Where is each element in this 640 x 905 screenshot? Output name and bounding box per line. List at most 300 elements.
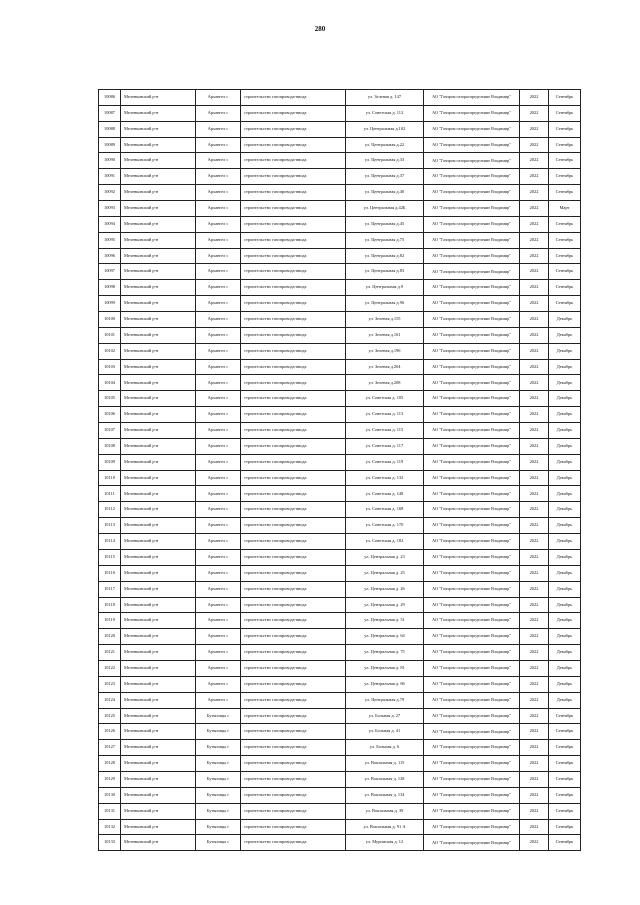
district-cell: Меленковский р-н bbox=[121, 803, 196, 819]
month-cell: Сентябрь bbox=[549, 835, 581, 851]
year-cell: 2022 bbox=[520, 756, 549, 772]
month-cell: Декабрь bbox=[549, 581, 581, 597]
address-cell: ул. Центральная д.102 bbox=[346, 121, 424, 137]
address-cell: ул. Больная д. 6 bbox=[346, 740, 424, 756]
work-type-cell: строительство газопровода-ввода bbox=[241, 343, 346, 359]
table-row bbox=[99, 819, 581, 835]
month-cell: Сентябрь bbox=[549, 296, 581, 312]
row-number: 10121 bbox=[99, 645, 121, 661]
table-row bbox=[99, 581, 581, 597]
district-cell: Меленковский р-н bbox=[121, 216, 196, 232]
district-cell: Меленковский р-н bbox=[121, 169, 196, 185]
address-cell: ул. Центральная д.40 bbox=[346, 185, 424, 201]
address-cell: ул. Советская д. 168 bbox=[346, 502, 424, 518]
work-type-cell: строительство газопровода-ввода bbox=[241, 280, 346, 296]
district-cell: Меленковский р-н bbox=[121, 518, 196, 534]
table-row bbox=[99, 327, 581, 343]
village-cell: Бутылицы с bbox=[196, 771, 241, 787]
year-cell: 2022 bbox=[520, 518, 549, 534]
row-number: 10092 bbox=[99, 185, 121, 201]
village-cell: Архангел с bbox=[196, 312, 241, 328]
month-cell: Сентябрь bbox=[549, 90, 581, 106]
month-cell: Декабрь bbox=[549, 327, 581, 343]
village-cell: Архангел с bbox=[196, 327, 241, 343]
row-number: 10091 bbox=[99, 169, 121, 185]
table-row bbox=[99, 708, 581, 724]
organization-cell: АО "Газпром газораспределение Владимир" bbox=[424, 518, 520, 534]
address-cell: ул. Больная д. 41 bbox=[346, 724, 424, 740]
row-number: 10116 bbox=[99, 565, 121, 581]
table-row bbox=[99, 692, 581, 708]
month-cell: Декабрь bbox=[549, 502, 581, 518]
address-cell: ул. Вокзальная д. 39 bbox=[346, 803, 424, 819]
table-row bbox=[99, 216, 581, 232]
month-cell: Декабрь bbox=[549, 597, 581, 613]
row-number: 10129 bbox=[99, 771, 121, 787]
year-cell: 2022 bbox=[520, 740, 549, 756]
month-cell: Декабрь bbox=[549, 312, 581, 328]
village-cell: Бутылицы с bbox=[196, 708, 241, 724]
table-row bbox=[99, 105, 581, 121]
work-type-cell: строительство газопровода-ввода bbox=[241, 724, 346, 740]
year-cell: 2022 bbox=[520, 470, 549, 486]
district-cell: Меленковский р-н bbox=[121, 645, 196, 661]
work-type-cell: строительство газопровода-ввода bbox=[241, 423, 346, 439]
organization-cell: АО "Газпром газораспределение Владимир" bbox=[424, 597, 520, 613]
work-type-cell: строительство газопровода-ввода bbox=[241, 296, 346, 312]
row-number: 10110 bbox=[99, 470, 121, 486]
table-row bbox=[99, 280, 581, 296]
year-cell: 2022 bbox=[520, 359, 549, 375]
address-cell: ул. Советская д. 182 bbox=[346, 534, 424, 550]
village-cell: Архангел с bbox=[196, 660, 241, 676]
table-row bbox=[99, 312, 581, 328]
year-cell: 2022 bbox=[520, 502, 549, 518]
address-cell: ул. Зеленая д.208 bbox=[346, 375, 424, 391]
district-cell: Меленковский р-н bbox=[121, 629, 196, 645]
address-cell: ул. Центральная д. 25 bbox=[346, 565, 424, 581]
year-cell: 2022 bbox=[520, 216, 549, 232]
year-cell: 2022 bbox=[520, 121, 549, 137]
table-row bbox=[99, 264, 581, 280]
address-cell: ул. Центральная д. 26 bbox=[346, 581, 424, 597]
month-cell: Декабрь bbox=[549, 359, 581, 375]
organization-cell: АО "Газпром газораспределение Владимир" bbox=[424, 391, 520, 407]
address-cell: ул. Советская д. 105 bbox=[346, 391, 424, 407]
village-cell: Архангел с bbox=[196, 423, 241, 439]
organization-cell: АО "Газпром газораспределение Владимир" bbox=[424, 343, 520, 359]
month-cell: Сентябрь bbox=[549, 740, 581, 756]
row-number: 10097 bbox=[99, 264, 121, 280]
month-cell: Сентябрь bbox=[549, 803, 581, 819]
district-cell: Меленковский р-н bbox=[121, 549, 196, 565]
month-cell: Декабрь bbox=[549, 565, 581, 581]
district-cell: Меленковский р-н bbox=[121, 787, 196, 803]
month-cell: Март bbox=[549, 201, 581, 217]
address-cell: ул. Вокзальная д. 115 bbox=[346, 756, 424, 772]
village-cell: Архангел с bbox=[196, 296, 241, 312]
organization-cell: АО "Газпром газораспределение Владимир" bbox=[424, 470, 520, 486]
address-cell: ул. Зеленая д.204 bbox=[346, 359, 424, 375]
table-row bbox=[99, 343, 581, 359]
row-number: 10113 bbox=[99, 518, 121, 534]
organization-cell: АО "Газпром газораспределение Владимир" bbox=[424, 169, 520, 185]
year-cell: 2022 bbox=[520, 676, 549, 692]
organization-cell: АО "Газпром газораспределение Владимир" bbox=[424, 248, 520, 264]
month-cell: Сентябрь bbox=[549, 169, 581, 185]
month-cell: Сентябрь bbox=[549, 280, 581, 296]
year-cell: 2022 bbox=[520, 327, 549, 343]
village-cell: Архангел с bbox=[196, 216, 241, 232]
address-cell: ул. Советская д. 112 bbox=[346, 105, 424, 121]
district-cell: Меленковский р-н bbox=[121, 391, 196, 407]
row-number: 10102 bbox=[99, 343, 121, 359]
village-cell: Архангел с bbox=[196, 359, 241, 375]
year-cell: 2022 bbox=[520, 90, 549, 106]
row-number: 10107 bbox=[99, 423, 121, 439]
month-cell: Сентябрь bbox=[549, 121, 581, 137]
village-cell: Бутылицы с bbox=[196, 724, 241, 740]
organization-cell: АО "Газпром газораспределение Владимир" bbox=[424, 121, 520, 137]
district-cell: Меленковский р-н bbox=[121, 105, 196, 121]
table-row bbox=[99, 470, 581, 486]
district-cell: Меленковский р-н bbox=[121, 375, 196, 391]
table-row bbox=[99, 803, 581, 819]
month-cell: Декабрь bbox=[549, 629, 581, 645]
district-cell: Меленковский р-н bbox=[121, 708, 196, 724]
organization-cell: АО "Газпром газораспределение Владимир" bbox=[424, 787, 520, 803]
organization-cell: АО "Газпром газораспределение Владимир" bbox=[424, 724, 520, 740]
address-cell: ул. Муромская д. 12 bbox=[346, 835, 424, 851]
work-type-cell: строительство газопровода-ввода bbox=[241, 660, 346, 676]
village-cell: Архангел с bbox=[196, 201, 241, 217]
table-row bbox=[99, 565, 581, 581]
row-number: 10096 bbox=[99, 248, 121, 264]
month-cell: Декабрь bbox=[549, 645, 581, 661]
district-cell: Меленковский р-н bbox=[121, 597, 196, 613]
row-number: 10104 bbox=[99, 375, 121, 391]
village-cell: Архангел с bbox=[196, 549, 241, 565]
table-row bbox=[99, 375, 581, 391]
village-cell: Архангел с bbox=[196, 613, 241, 629]
table-row bbox=[99, 645, 581, 661]
row-number: 10093 bbox=[99, 201, 121, 217]
gas-connection-table bbox=[98, 89, 581, 851]
month-cell: Сентябрь bbox=[549, 708, 581, 724]
table-row bbox=[99, 629, 581, 645]
month-cell: Сентябрь bbox=[549, 264, 581, 280]
organization-cell: АО "Газпром газораспределение Владимир" bbox=[424, 534, 520, 550]
row-number: 10115 bbox=[99, 549, 121, 565]
row-number: 10087 bbox=[99, 105, 121, 121]
row-number: 10099 bbox=[99, 296, 121, 312]
row-number: 10126 bbox=[99, 724, 121, 740]
table-row bbox=[99, 407, 581, 423]
organization-cell: АО "Газпром газораспределение Владимир" bbox=[424, 327, 520, 343]
year-cell: 2022 bbox=[520, 232, 549, 248]
month-cell: Декабрь bbox=[549, 660, 581, 676]
address-cell: ул. Советская д. 170 bbox=[346, 518, 424, 534]
district-cell: Меленковский р-н bbox=[121, 534, 196, 550]
work-type-cell: строительство газопровода-ввода bbox=[241, 502, 346, 518]
work-type-cell: строительство газопровода-ввода bbox=[241, 597, 346, 613]
village-cell: Архангел с bbox=[196, 565, 241, 581]
work-type-cell: строительство газопровода-ввода bbox=[241, 613, 346, 629]
year-cell: 2022 bbox=[520, 137, 549, 153]
work-type-cell: строительство газопровода-ввода bbox=[241, 581, 346, 597]
address-cell: ул. Центральная д.82 bbox=[346, 248, 424, 264]
address-cell: ул. Центральная д. 75 bbox=[346, 645, 424, 661]
address-cell: ул. Центральная д.22 bbox=[346, 137, 424, 153]
organization-cell: АО "Газпром газораспределение Владимир" bbox=[424, 629, 520, 645]
work-type-cell: строительство газопровода-ввода bbox=[241, 708, 346, 724]
month-cell: Сентябрь bbox=[549, 787, 581, 803]
year-cell: 2022 bbox=[520, 248, 549, 264]
table-row bbox=[99, 502, 581, 518]
row-number: 10108 bbox=[99, 438, 121, 454]
row-number: 10088 bbox=[99, 121, 121, 137]
work-type-cell: строительство газопровода-ввода bbox=[241, 121, 346, 137]
year-cell: 2022 bbox=[520, 312, 549, 328]
village-cell: Архангел с bbox=[196, 105, 241, 121]
village-cell: Архангел с bbox=[196, 518, 241, 534]
district-cell: Меленковский р-н bbox=[121, 470, 196, 486]
village-cell: Бутылицы с bbox=[196, 740, 241, 756]
table-row bbox=[99, 438, 581, 454]
row-number: 10119 bbox=[99, 613, 121, 629]
work-type-cell: строительство газопровода-ввода bbox=[241, 835, 346, 851]
work-type-cell: строительство газопровода-ввода bbox=[241, 312, 346, 328]
year-cell: 2022 bbox=[520, 105, 549, 121]
work-type-cell: строительство газопровода-ввода bbox=[241, 470, 346, 486]
district-cell: Меленковский р-н bbox=[121, 343, 196, 359]
year-cell: 2022 bbox=[520, 645, 549, 661]
organization-cell: АО "Газпром газораспределение Владимир" bbox=[424, 581, 520, 597]
village-cell: Архангел с bbox=[196, 232, 241, 248]
organization-cell: АО "Газпром газораспределение Владимир" bbox=[424, 185, 520, 201]
district-cell: Меленковский р-н bbox=[121, 201, 196, 217]
village-cell: Архангел с bbox=[196, 280, 241, 296]
work-type-cell: строительство газопровода-ввода bbox=[241, 137, 346, 153]
address-cell: ул. Советская д. 115 bbox=[346, 423, 424, 439]
address-cell: ул. Зеленая д. 147 bbox=[346, 90, 424, 106]
month-cell: Декабрь bbox=[549, 518, 581, 534]
month-cell: Сентябрь bbox=[549, 153, 581, 169]
village-cell: Архангел с bbox=[196, 597, 241, 613]
district-cell: Меленковский р-н bbox=[121, 185, 196, 201]
work-type-cell: строительство газопровода-ввода bbox=[241, 232, 346, 248]
village-cell: Архангел с bbox=[196, 454, 241, 470]
address-cell: ул. Центральная д. 23 bbox=[346, 549, 424, 565]
organization-cell: АО "Газпром газораспределение Владимир" bbox=[424, 105, 520, 121]
village-cell: Архангел с bbox=[196, 90, 241, 106]
month-cell: Сентябрь bbox=[549, 819, 581, 835]
organization-cell: АО "Газпром газораспределение Владимир" bbox=[424, 803, 520, 819]
village-cell: Архангел с bbox=[196, 407, 241, 423]
row-number: 10098 bbox=[99, 280, 121, 296]
organization-cell: АО "Газпром газораспределение Владимир" bbox=[424, 201, 520, 217]
row-number: 10118 bbox=[99, 597, 121, 613]
table-row bbox=[99, 232, 581, 248]
year-cell: 2022 bbox=[520, 153, 549, 169]
work-type-cell: строительство газопровода-ввода bbox=[241, 645, 346, 661]
table-row bbox=[99, 835, 581, 851]
page-number: 280 bbox=[314, 25, 326, 33]
organization-cell: АО "Газпром газораспределение Владимир" bbox=[424, 486, 520, 502]
village-cell: Бутылицы с bbox=[196, 803, 241, 819]
work-type-cell: строительство газопровода-ввода bbox=[241, 153, 346, 169]
year-cell: 2022 bbox=[520, 629, 549, 645]
row-number: 10103 bbox=[99, 359, 121, 375]
address-cell: ул. Центральная д. 86 bbox=[346, 676, 424, 692]
work-type-cell: строительство газопровода-ввода bbox=[241, 676, 346, 692]
district-cell: Меленковский р-н bbox=[121, 407, 196, 423]
village-cell: Архангел с bbox=[196, 470, 241, 486]
work-type-cell: строительство газопровода-ввода bbox=[241, 90, 346, 106]
month-cell: Декабрь bbox=[549, 438, 581, 454]
row-number: 10095 bbox=[99, 232, 121, 248]
organization-cell: АО "Газпром газораспределение Владимир" bbox=[424, 645, 520, 661]
row-number: 10109 bbox=[99, 454, 121, 470]
work-type-cell: строительство газопровода-ввода bbox=[241, 216, 346, 232]
district-cell: Меленковский р-н bbox=[121, 486, 196, 502]
table-row bbox=[99, 740, 581, 756]
work-type-cell: строительство газопровода-ввода bbox=[241, 375, 346, 391]
table-body bbox=[99, 90, 581, 851]
district-cell: Меленковский р-н bbox=[121, 565, 196, 581]
organization-cell: АО "Газпром газораспределение Владимир" bbox=[424, 708, 520, 724]
district-cell: Меленковский р-н bbox=[121, 280, 196, 296]
year-cell: 2022 bbox=[520, 692, 549, 708]
organization-cell: АО "Газпром газораспределение Владимир" bbox=[424, 502, 520, 518]
year-cell: 2022 bbox=[520, 438, 549, 454]
table-row bbox=[99, 771, 581, 787]
row-number: 10086 bbox=[99, 90, 121, 106]
month-cell: Сентябрь bbox=[549, 724, 581, 740]
work-type-cell: строительство газопровода-ввода bbox=[241, 264, 346, 280]
address-cell: ул. Советская д. 132 bbox=[346, 470, 424, 486]
row-number: 10112 bbox=[99, 502, 121, 518]
row-number: 10127 bbox=[99, 740, 121, 756]
month-cell: Сентябрь bbox=[549, 105, 581, 121]
month-cell: Декабрь bbox=[549, 454, 581, 470]
month-cell: Сентябрь bbox=[549, 756, 581, 772]
address-cell: ул. Вокзальная д. 128 bbox=[346, 771, 424, 787]
village-cell: Архангел с bbox=[196, 692, 241, 708]
address-cell: ул. Советская д. 148 bbox=[346, 486, 424, 502]
work-type-cell: строительство газопровода-ввода bbox=[241, 248, 346, 264]
village-cell: Архангел с bbox=[196, 121, 241, 137]
month-cell: Декабрь bbox=[549, 407, 581, 423]
table-row bbox=[99, 90, 581, 106]
row-number: 10117 bbox=[99, 581, 121, 597]
table-row bbox=[99, 248, 581, 264]
table-row bbox=[99, 724, 581, 740]
address-cell: ул. Центральная д.79 bbox=[346, 692, 424, 708]
village-cell: Архангел с bbox=[196, 169, 241, 185]
year-cell: 2022 bbox=[520, 201, 549, 217]
district-cell: Меленковский р-н bbox=[121, 692, 196, 708]
work-type-cell: строительство газопровода-ввода bbox=[241, 486, 346, 502]
address-cell: ул. Вокзальная д. 91 А bbox=[346, 819, 424, 835]
address-cell: ул. Советская д. 113 bbox=[346, 407, 424, 423]
organization-cell: АО "Газпром газораспределение Владимир" bbox=[424, 423, 520, 439]
year-cell: 2022 bbox=[520, 549, 549, 565]
address-cell: ул. Вокзальная д. 134 bbox=[346, 787, 424, 803]
address-cell: ул. Больная д. 27 bbox=[346, 708, 424, 724]
year-cell: 2022 bbox=[520, 613, 549, 629]
address-cell: ул. Центральная д.96 bbox=[346, 296, 424, 312]
table-row bbox=[99, 486, 581, 502]
table-row bbox=[99, 660, 581, 676]
year-cell: 2022 bbox=[520, 534, 549, 550]
work-type-cell: строительство газопровода-ввода bbox=[241, 201, 346, 217]
organization-cell: АО "Газпром газораспределение Владимир" bbox=[424, 771, 520, 787]
organization-cell: АО "Газпром газораспределение Владимир" bbox=[424, 819, 520, 835]
table-row bbox=[99, 676, 581, 692]
district-cell: Меленковский р-н bbox=[121, 740, 196, 756]
row-number: 10106 bbox=[99, 407, 121, 423]
work-type-cell: строительство газопровода-ввода bbox=[241, 518, 346, 534]
work-type-cell: строительство газопровода-ввода bbox=[241, 756, 346, 772]
work-type-cell: строительство газопровода-ввода bbox=[241, 629, 346, 645]
address-cell: ул. Центральная д. 64 bbox=[346, 629, 424, 645]
month-cell: Декабрь bbox=[549, 375, 581, 391]
month-cell: Декабрь bbox=[549, 613, 581, 629]
month-cell: Декабрь bbox=[549, 676, 581, 692]
year-cell: 2022 bbox=[520, 819, 549, 835]
year-cell: 2022 bbox=[520, 264, 549, 280]
month-cell: Сентябрь bbox=[549, 185, 581, 201]
month-cell: Декабрь bbox=[549, 692, 581, 708]
year-cell: 2022 bbox=[520, 296, 549, 312]
month-cell: Сентябрь bbox=[549, 771, 581, 787]
month-cell: Декабрь bbox=[549, 343, 581, 359]
village-cell: Бутылицы с bbox=[196, 819, 241, 835]
month-cell: Декабрь bbox=[549, 391, 581, 407]
row-number: 10128 bbox=[99, 756, 121, 772]
year-cell: 2022 bbox=[520, 280, 549, 296]
organization-cell: АО "Газпром газораспределение Владимир" bbox=[424, 90, 520, 106]
district-cell: Меленковский р-н bbox=[121, 90, 196, 106]
work-type-cell: строительство газопровода-ввода bbox=[241, 438, 346, 454]
row-number: 10094 bbox=[99, 216, 121, 232]
district-cell: Меленковский р-н bbox=[121, 819, 196, 835]
table-row bbox=[99, 454, 581, 470]
village-cell: Архангел с bbox=[196, 185, 241, 201]
row-number: 10133 bbox=[99, 835, 121, 851]
district-cell: Меленковский р-н bbox=[121, 724, 196, 740]
table-row bbox=[99, 613, 581, 629]
month-cell: Декабрь bbox=[549, 423, 581, 439]
district-cell: Меленковский р-н bbox=[121, 660, 196, 676]
village-cell: Архангел с bbox=[196, 629, 241, 645]
address-cell: ул. Центральная д.83 bbox=[346, 264, 424, 280]
year-cell: 2022 bbox=[520, 787, 549, 803]
row-number: 10100 bbox=[99, 312, 121, 328]
organization-cell: АО "Газпром газораспределение Владимир" bbox=[424, 454, 520, 470]
work-type-cell: строительство газопровода-ввода bbox=[241, 169, 346, 185]
village-cell: Архангел с bbox=[196, 438, 241, 454]
year-cell: 2022 bbox=[520, 803, 549, 819]
table-row bbox=[99, 756, 581, 772]
year-cell: 2022 bbox=[520, 343, 549, 359]
month-cell: Сентябрь bbox=[549, 248, 581, 264]
organization-cell: АО "Газпром газораспределение Владимир" bbox=[424, 375, 520, 391]
work-type-cell: строительство газопровода-ввода bbox=[241, 740, 346, 756]
village-cell: Архангел с bbox=[196, 486, 241, 502]
organization-cell: АО "Газпром газораспределение Владимир" bbox=[424, 232, 520, 248]
